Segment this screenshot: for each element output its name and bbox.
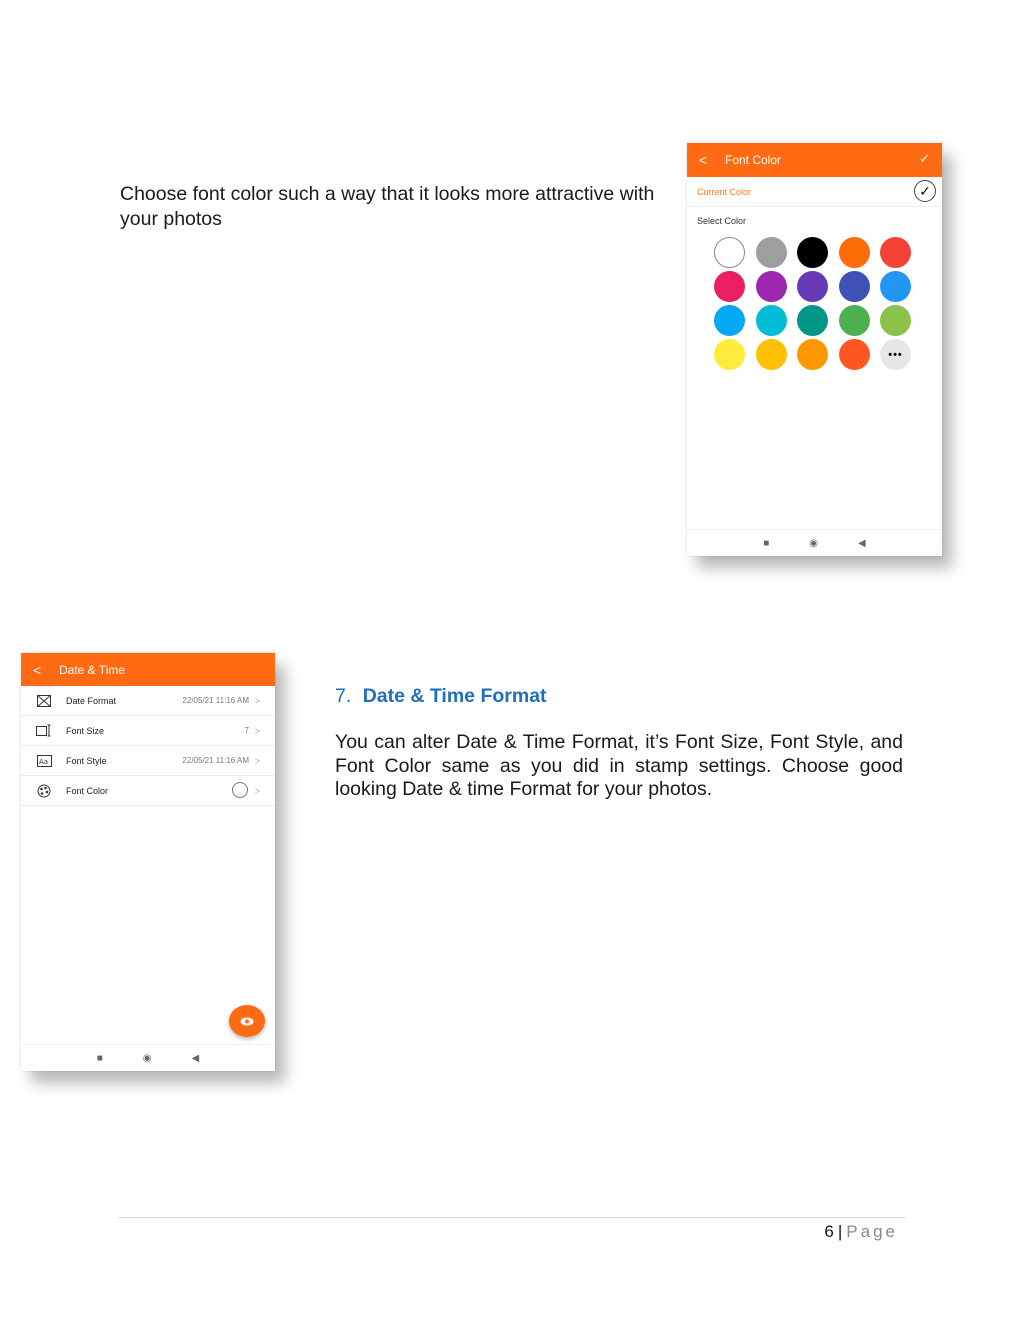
color-swatch[interactable] [839,237,870,268]
select-color-label: Select Color [697,216,747,226]
current-color-row [687,177,942,207]
color-swatch[interactable] [797,339,828,370]
color-swatch[interactable] [756,339,787,370]
section-heading [335,685,547,708]
back-icon[interactable]: ◀ [858,537,866,549]
chevron-right-icon: > [254,755,260,766]
current-color-label: Current Color [697,186,752,197]
android-nav-bar [687,529,942,556]
color-swatch[interactable] [756,305,787,336]
color-swatch[interactable] [797,237,828,268]
row-label: Date Format [66,695,117,706]
row-value: 22/05/21 11:16 AM [182,756,249,765]
font-color-appbar [687,143,942,177]
settings-row-font-color[interactable] [21,776,275,806]
home-icon[interactable]: ◉ [142,1052,152,1064]
date-time-title: Date & Time [59,662,126,677]
color-swatch[interactable] [714,305,745,336]
color-swatch[interactable] [880,237,911,268]
date-format-icon [36,694,52,708]
preview-fab-button[interactable] [229,1005,265,1037]
date-time-appbar [21,653,275,686]
footer-divider [118,1217,906,1218]
font-color-screenshot [687,143,942,556]
confirm-check-icon[interactable]: ✓ [919,151,930,166]
color-swatch[interactable] [839,339,870,370]
color-swatch[interactable] [797,271,828,302]
settings-row-font-size[interactable] [21,716,275,746]
row-label: Font Size [66,725,105,736]
section-body: You can alter Date & Time Format, it’s Font Size, Font Style, and Font Color same as you did in stamp settings. Choose good looking Date & time Format for your photos. [335,731,903,800]
recent-apps-icon[interactable]: ■ [763,537,770,549]
page-number: 6 [824,1222,834,1241]
back-arrow-icon[interactable]: < [699,152,708,168]
color-swatch[interactable] [797,305,828,336]
svg-text:Aa: Aa [38,757,48,766]
color-swatch[interactable] [714,339,745,370]
back-icon[interactable]: ◀ [191,1052,200,1064]
font-color-icon [36,784,52,798]
back-arrow-icon[interactable]: < [33,661,42,678]
row-label: Font Style [66,755,107,766]
chevron-right-icon: > [254,785,260,796]
chevron-right-icon: > [254,695,260,706]
page-word: Page [846,1222,898,1241]
font-color-title: Font Color [725,153,782,167]
font-color-swatch [232,782,248,798]
row-value: 22/05/21 11:16 AM [182,696,249,705]
section-number: 7. [335,685,352,707]
home-icon[interactable]: ◉ [809,537,819,549]
font-style-icon [36,754,52,768]
recent-apps-icon[interactable]: ■ [96,1052,103,1064]
settings-row-font-style[interactable] [21,746,275,776]
color-swatch[interactable] [839,305,870,336]
font-size-icon [36,724,52,738]
color-swatch[interactable] [756,271,787,302]
eye-icon [240,1017,254,1026]
color-swatch[interactable] [880,271,911,302]
chevron-right-icon: > [254,725,260,736]
section-title: Date & Time Format [362,685,547,707]
footer-separator: | [837,1222,843,1241]
color-swatch[interactable] [756,237,787,268]
row-label: Font Color [66,785,109,796]
color-swatch[interactable] [714,271,745,302]
page-footer [824,1222,898,1242]
settings-row-date-format[interactable] [21,686,275,716]
color-swatch[interactable] [714,237,745,268]
color-swatch[interactable] [839,271,870,302]
date-time-screenshot [21,653,275,1071]
android-nav-bar [21,1044,275,1071]
intro-paragraph: Choose font color such a way that it looks more attractive with your photos [120,183,655,230]
more-colors-button[interactable]: ••• [880,339,911,370]
color-swatch[interactable] [880,305,911,336]
color-swatch-grid [687,229,942,370]
row-value: 7 [244,726,249,735]
current-color-swatch: ✓ [914,180,936,202]
